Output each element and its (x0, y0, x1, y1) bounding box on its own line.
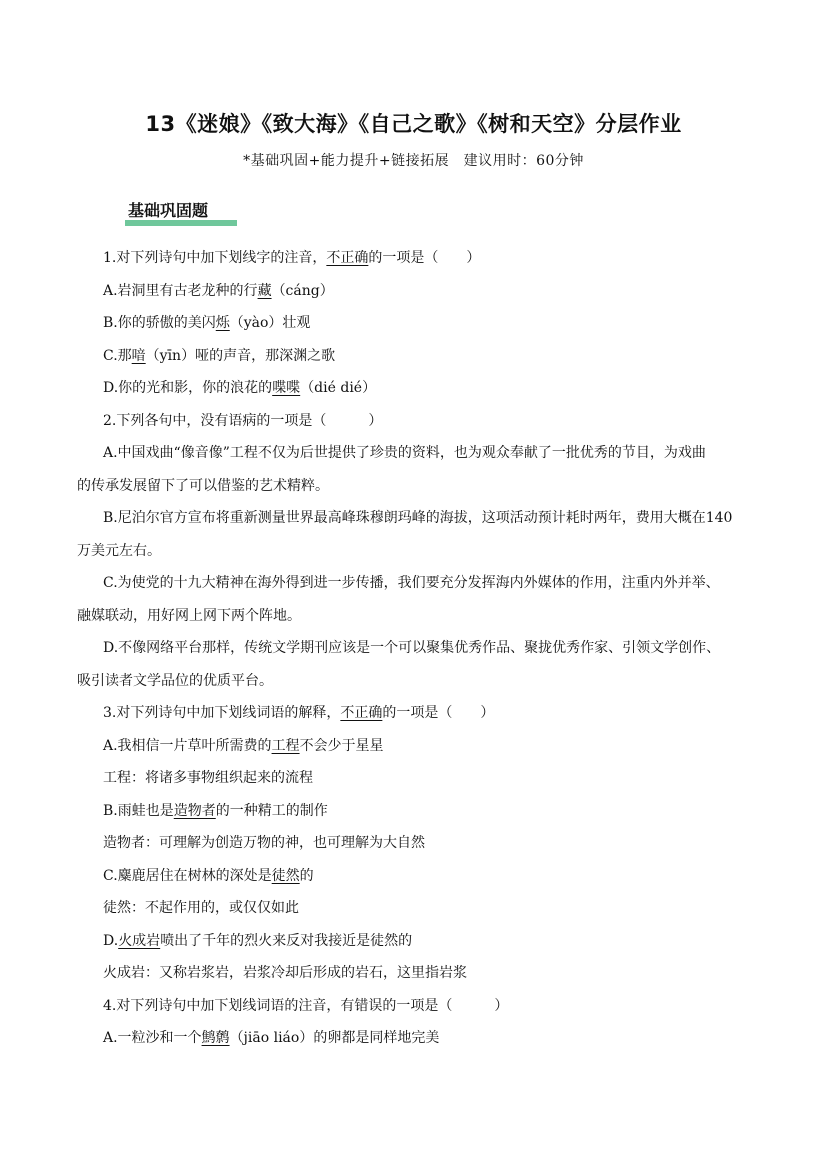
text-line (77, 345, 757, 378)
line-text: B.尼泊尔官方宣布将重新测量世界最高峰珠穆朗玛峰的海拔，这项活动预计耗时两年，费用大概在140 (103, 510, 733, 526)
line-text: 的传承发展留下了可以借鉴的艺术精粹。 (77, 477, 329, 494)
underlined-text: 鹪鹩 (201, 1030, 230, 1046)
text-line (77, 962, 757, 995)
underlined-text: 喑 (131, 347, 146, 364)
section-underline-bar (125, 220, 237, 226)
text-line (77, 475, 757, 508)
line-text: 造物者：可理解为创造万物的神，也可理解为大自然 (103, 835, 425, 851)
line-text: A.岩洞里有古老龙种的行 (103, 282, 258, 299)
line-text: （dié dié） (300, 380, 377, 396)
question-content (77, 247, 757, 1060)
text-line (77, 1027, 757, 1060)
section-header (125, 198, 211, 221)
underlined-text: 造物者 (173, 802, 216, 819)
line-text: （yào）壮观 (229, 315, 311, 331)
line-text: B.你的骄傲的美闪 (103, 315, 216, 331)
underlined-text: 火成岩 (118, 932, 161, 949)
text-line (77, 767, 757, 800)
text-line (77, 312, 757, 345)
text-line (77, 280, 757, 313)
line-text: 2.下列各句中，没有语病的一项是（ ） (103, 412, 383, 429)
text-line (77, 735, 757, 768)
line-text: 融媒联动，用好网上网下两个阵地。 (77, 607, 301, 624)
line-text: C.为使党的十九大精神在海外得到进一步传播，我们要充分发挥海内外媒体的作用，注重内外并举、 (103, 575, 720, 591)
text-line (77, 930, 757, 963)
text-line (77, 995, 757, 1028)
underlined-text: 不正确 (340, 705, 383, 721)
text-line (77, 897, 757, 930)
text-line (77, 507, 757, 540)
line-text: 徒然：不起作用的，或仅仅如此 (103, 900, 299, 916)
line-text: D. (103, 932, 119, 949)
text-line (77, 865, 757, 898)
line-text: （jiāo liáo）的卵都是同样地完美 (229, 1030, 440, 1046)
underlined-text: 不正确 (326, 250, 369, 266)
line-text: 的一项是（ ） (382, 705, 495, 721)
text-line (77, 670, 757, 703)
line-text: （cáng） (271, 282, 334, 299)
line-text: 3.对下列诗句中加下划线词语的解释， (103, 705, 341, 721)
line-text: C.那 (103, 347, 132, 364)
page-subtitle: *基础巩固+能力提升+链接拓展 建议用时：60分钟 (243, 153, 584, 169)
text-line (77, 247, 757, 280)
text-line (77, 442, 757, 475)
line-text: B.雨蛙也是 (103, 802, 174, 819)
underlined-text: 工程 (271, 737, 300, 754)
text-line (77, 832, 757, 865)
line-text: A.中国戏曲“像音像”工程不仅为后世提供了珍贵的资料，也为观众奉献了一批优秀的节目，为戏曲 (103, 445, 706, 461)
page-title: 13《迷娘》《致大海》《自己之歌》《树和天空》分层作业 (145, 112, 682, 136)
underlined-text: 徒然 (271, 867, 300, 884)
underlined-text: 藏 (257, 282, 272, 299)
text-line (77, 410, 757, 443)
text-line (77, 637, 757, 670)
line-text: 喷出了千年的烈火来反对我接近是徒然的 (160, 932, 413, 949)
text-line (77, 572, 757, 605)
line-text: 万美元左右。 (77, 542, 161, 559)
line-text: A.我相信一片草叶所需费的 (103, 737, 272, 754)
line-text: 4.对下列诗句中加下划线词语的注音，有错误的一项是（ ） (103, 997, 509, 1014)
line-text: 的一项是（ ） (368, 250, 481, 266)
text-line (77, 377, 757, 410)
line-text: 工程：将诸多事物组织起来的流程 (103, 770, 313, 786)
line-text: A.一粒沙和一个 (103, 1030, 202, 1046)
line-text: 吸引读者文学品位的优质平台。 (77, 672, 273, 689)
line-text: （yīn）哑的声音，那深渊之歌 (145, 347, 336, 364)
underlined-text: 烁 (215, 315, 230, 331)
text-line (77, 702, 757, 735)
text-line (77, 605, 757, 638)
line-text: 火成岩：又称岩浆岩，岩浆冷却后形成的岩石，这里指岩浆 (103, 965, 467, 981)
line-text: D.不像网络平台那样，传统文学期刊应该是一个可以聚集优秀作品、聚拢优秀作家、引领文学创作、 (103, 640, 721, 656)
line-text: C.麋鹿居住在树林的深处是 (103, 867, 272, 884)
line-text: 1.对下列诗句中加下划线字的注音， (103, 250, 327, 266)
line-text: 的一种精工的制作 (215, 802, 328, 819)
text-line (77, 540, 757, 573)
line-text: 不会少于星星 (299, 737, 384, 754)
text-line (77, 800, 757, 833)
line-text: D.你的光和影，你的浪花的 (103, 380, 273, 396)
section-label: 基础巩固题 (128, 201, 209, 220)
line-text: 的 (299, 867, 314, 884)
underlined-text: 喋喋 (272, 380, 301, 396)
